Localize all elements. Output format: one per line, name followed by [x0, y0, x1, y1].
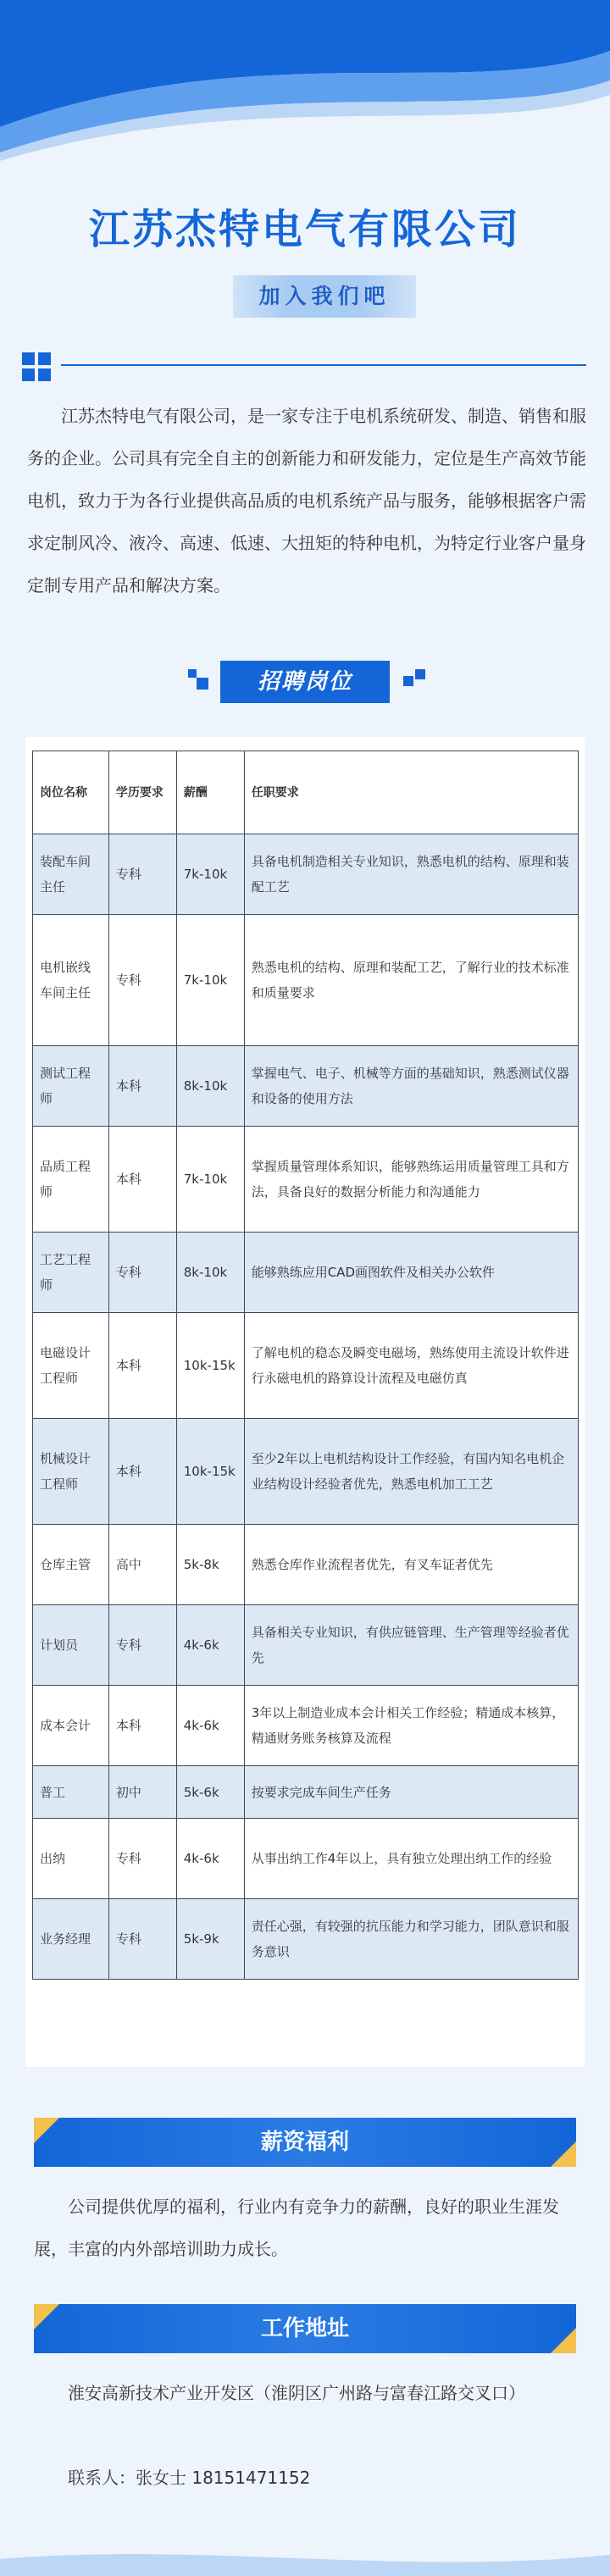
requirements-cell: 能够熟练应用CAD画图软件及相关办公软件: [244, 1233, 578, 1313]
job-name-cell: 品质工程师: [33, 1127, 109, 1233]
requirements-cell: 从事出纳工作4年以上，具有独立处理出纳工作的经验: [244, 1819, 578, 1899]
education-cell: 本科: [108, 1419, 176, 1525]
education-cell: 专科: [108, 1605, 176, 1686]
job-name-cell: 电磁设计工程师: [33, 1313, 109, 1419]
salary-cell: 4k-6k: [176, 1686, 244, 1766]
job-name-cell: 工艺工程师: [33, 1233, 109, 1313]
education-cell: 专科: [108, 1233, 176, 1313]
education-cell: 初中: [108, 1766, 176, 1819]
grid-icon: [22, 352, 51, 381]
education-cell: 本科: [108, 1313, 176, 1419]
salary-cell: 8k-10k: [176, 1233, 244, 1313]
header-education: 学历要求: [108, 751, 176, 834]
salary-cell: 5k-9k: [176, 1899, 244, 1980]
bottom-wave-decoration: [0, 2542, 610, 2576]
join-us-banner: 加入我们吧: [233, 275, 416, 318]
job-name-cell: 装配车间主任: [33, 834, 109, 915]
job-name-cell: 业务经理: [33, 1899, 109, 1980]
jobs-table: [32, 751, 579, 1980]
ribbon-corner-decoration: [34, 2118, 576, 2167]
header-position: 岗位名称: [33, 751, 109, 834]
header-requirements: 任职要求: [244, 751, 578, 834]
job-name-cell: 普工: [33, 1766, 109, 1819]
job-name-cell: 成本会计: [33, 1686, 109, 1766]
address-title: 工作地址: [34, 2304, 576, 2353]
salary-cell: 8k-10k: [176, 1046, 244, 1127]
table-row: [33, 1899, 579, 1980]
education-cell: 本科: [108, 1686, 176, 1766]
job-name-cell: 计划员: [33, 1605, 109, 1686]
table-row: [33, 1766, 579, 1819]
requirements-cell: 具备电机制造相关专业知识，熟悉电机的结构、原理和装配工艺: [244, 834, 578, 915]
salary-cell: 10k-15k: [176, 1313, 244, 1419]
section-divider: [61, 364, 586, 366]
jobs-section-title: 招聘岗位: [220, 661, 390, 703]
requirements-cell: 按要求完成车间生产任务: [244, 1766, 578, 1819]
ribbon-corner-decoration: [34, 2304, 576, 2353]
job-name-cell: 仓库主管: [33, 1525, 109, 1605]
table-row: [33, 1819, 579, 1899]
table-row: [33, 1127, 579, 1233]
education-cell: 本科: [108, 1046, 176, 1127]
requirements-cell: 具备相关专业知识，有供应链管理、生产管理等经验者优先: [244, 1605, 578, 1686]
education-cell: 专科: [108, 915, 176, 1046]
contact-text: 联系人：张女士 18151471152: [68, 2468, 311, 2488]
salary-cell: 4k-6k: [176, 1605, 244, 1686]
salary-cell: 7k-10k: [176, 834, 244, 915]
salary-cell: 10k-15k: [176, 1419, 244, 1525]
requirements-cell: 3年以上制造业成本会计相关工作经验；精通成本核算，精通财务账务核算及流程: [244, 1686, 578, 1766]
company-title: 江苏杰特电气有限公司: [88, 206, 521, 253]
requirements-cell: 熟悉电机的结构、原理和装配工艺，了解行业的技术标准和质量要求: [244, 915, 578, 1046]
job-name-cell: 出纳: [33, 1819, 109, 1899]
jobs-table-card: [25, 737, 585, 2067]
job-name-cell: 测试工程师: [33, 1046, 109, 1127]
education-cell: 专科: [108, 1899, 176, 1980]
table-row: [33, 834, 579, 915]
company-intro: 江苏杰特电气有限公司，是一家专注于电机系统研发、制造、销售和服务的企业。公司具有完全自主的创新能力和研发能力，定位是生产高效节能电机，致力于为各行业提供高品质的电机系统产品与服务，能够根据客户需求定制风冷、液冷、高速、低速、大扭矩的特种电机，为特定行业客户量身定制专用产品和解决方案。: [27, 406, 586, 596]
header-salary: 薪酬: [176, 751, 244, 834]
top-wave-decoration: [0, 0, 610, 161]
education-cell: 本科: [108, 1127, 176, 1233]
education-cell: 高中: [108, 1525, 176, 1605]
table-row: [33, 1419, 579, 1525]
table-row: [33, 915, 579, 1046]
requirements-cell: 熟悉仓库作业流程者优先，有叉车证者优先: [244, 1525, 578, 1605]
requirements-cell: 了解电机的稳态及瞬变电磁场，熟练使用主流设计软件进行永磁电机的路算设计流程及电磁仿真: [244, 1313, 578, 1419]
address-text: 淮安高新技术产业开发区（淮阴区广州路与富春江路交叉口）: [68, 2383, 525, 2403]
table-row: [33, 1686, 579, 1766]
table-row: [33, 1313, 579, 1419]
square-decoration: [415, 669, 425, 679]
benefits-text: 公司提供优厚的福利，行业内有竞争力的薪酬，良好的职业生涯发展，丰富的内外部培训助力成长。: [34, 2197, 559, 2259]
table-row: [33, 1233, 579, 1313]
requirements-cell: 掌握电气、电子、机械等方面的基础知识，熟悉测试仪器和设备的使用方法: [244, 1046, 578, 1127]
salary-cell: 7k-10k: [176, 915, 244, 1046]
education-cell: 专科: [108, 834, 176, 915]
job-name-cell: 电机嵌线车间主任: [33, 915, 109, 1046]
education-cell: 专科: [108, 1819, 176, 1899]
salary-cell: 7k-10k: [176, 1127, 244, 1233]
salary-cell: 4k-6k: [176, 1819, 244, 1899]
requirements-cell: 责任心强，有较强的抗压能力和学习能力，团队意识和服务意识: [244, 1899, 578, 1980]
square-decoration: [403, 676, 413, 686]
requirements-cell: 至少2年以上电机结构设计工作经验，有国内知名电机企业结构设计经验者优先，熟悉电机加工工艺: [244, 1419, 578, 1525]
table-row: [33, 1046, 579, 1127]
table-row: [33, 1605, 579, 1686]
requirements-cell: 掌握质量管理体系知识，能够熟练运用质量管理工具和方法，具备良好的数据分析能力和沟通能力: [244, 1127, 578, 1233]
table-row: [33, 1525, 579, 1605]
benefits-title: 薪资福利: [34, 2118, 576, 2167]
salary-cell: 5k-8k: [176, 1525, 244, 1605]
job-name-cell: 机械设计工程师: [33, 1419, 109, 1525]
table-header-row: [33, 751, 579, 834]
square-decoration: [188, 669, 197, 678]
square-decoration: [197, 678, 208, 690]
salary-cell: 5k-6k: [176, 1766, 244, 1819]
